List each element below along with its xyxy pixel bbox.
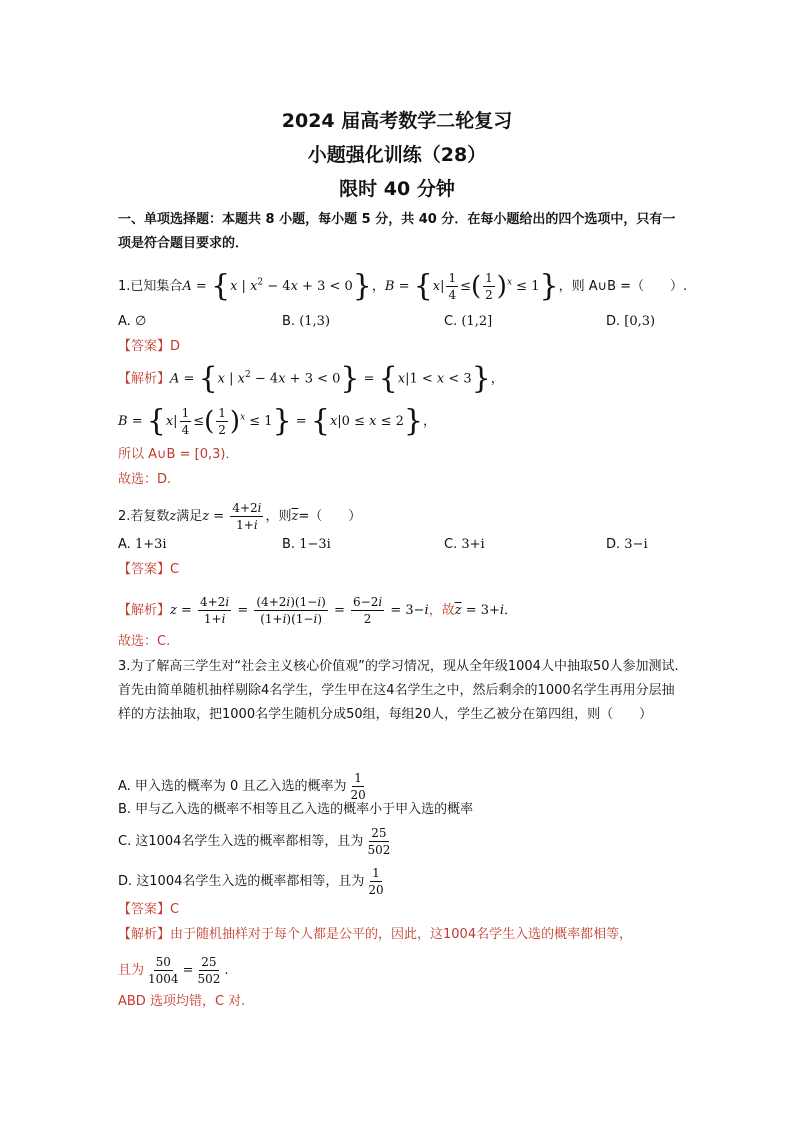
- page-subtitle: 小题强化训练（28）: [307, 144, 487, 166]
- q3-option-d: D. 这1004名学生入选的概率都相等，且为 $\frac{1}{20}$: [118, 866, 384, 897]
- q2-option-c: C. 3+i: [444, 537, 485, 552]
- q2-stem: 2.若复数z满足z = $\frac{4+2i}{1+i}$ ，则$\overline{z}=$（ ）: [118, 501, 362, 532]
- q1-stem-suffix: ，则 A∪B =（ ）.: [558, 279, 688, 294]
- q2-analysis: 【解析】z = $\frac{4+2i}{1+i}$ = $\frac{(4+2i)(1-i)}{(1+i)(1-i)}$ = $\frac{6-2i}{2}$ = 3−i，故$\overline{z} = 3+i$．: [118, 595, 518, 626]
- q1-analysis-line2: B = {x| $\frac{1}{4}$ ≤( $\frac{1}{2}$ )$^x$ ≤ 1} = {x|0 ≤ x ≤ 2}，: [118, 403, 436, 439]
- q2-conclusion: 故选：C.: [118, 634, 171, 649]
- q3-analysis-line2: 且为 $\frac{50}{1004}$ = $\frac{25}{502}$ .: [118, 955, 229, 986]
- q3-stem: 3.为了解高三学生对“社会主义核心价值观”的学习情况，现从全年级1004人中抽取50人参加测试.首先由简单随机抽样剔除4名学生，学生甲在这4名学生之中，然后剩余的1000名学生再用分层抽样的方法抽取，把1000名学生随机分成50组，每组20人，学生乙被分在第四组，则（ ）: [118, 659, 679, 722]
- q1-option-a: A. ∅: [118, 314, 147, 329]
- section-heading: 一、单项选择题：本题共 8 小题，每小题 5 分，共 40 分．在每小题给出的四个选项中，只有一项是符合题目要求的．: [118, 212, 676, 251]
- q3-option-c: C. 这1004名学生入选的概率都相等，且为 $\frac{25}{502}$: [118, 826, 391, 857]
- q1-option-c: C. (1,2]: [444, 314, 493, 329]
- q2-answer: 【答案】C: [118, 562, 180, 577]
- q1-analysis-line1: 【解析】A = {x | $x^2 - 4x + 3 < 0\} = \{x|1 < x < 3\}$，: [118, 360, 504, 396]
- q2-option-d: D. 3−i: [606, 537, 648, 552]
- q1-answer: 【答案】D: [118, 339, 181, 354]
- q3-option-b: B. 甲与乙入选的概率不相等且乙入选的概率小于甲入选的概率: [118, 802, 474, 817]
- q3-answer: 【答案】C: [118, 902, 180, 917]
- q1-stem-prefix: 1.已知集合: [118, 279, 183, 294]
- q3-analysis: 【解析】由于随机抽样对于每个人都是公平的，因此，这1004名学生入选的概率都相等，: [118, 927, 633, 942]
- q2-option-a: A. 1+3i: [118, 537, 167, 552]
- q2-option-b: B. 1−3i: [282, 537, 331, 552]
- q3-option-a: A. 甲入选的概率为 0 且乙入选的概率为 $\frac{1}{20}$: [118, 771, 366, 802]
- q1-conclusion: 故选：D.: [118, 472, 172, 487]
- q1-analysis-line3: 所以 A∪B = [0,3)．: [118, 447, 239, 462]
- q1-option-b: B. (1,3): [282, 314, 331, 329]
- q1-option-d: D. [0,3): [606, 314, 656, 329]
- q1-stem: 1.已知集合A = {x | $x^2 - 4x + 3 < 0$}，B = {x| $\frac{1}{4}$ ≤( $\frac{1}{2}$ )$^x$ ≤ 1}，则 A∪B =（ ）.: [118, 268, 688, 304]
- page-time-limit: 限时 40 分钟: [339, 178, 455, 200]
- page-title: 2024 届高考数学二轮复习: [281, 110, 513, 132]
- title-block: [0, 104, 794, 206]
- q3-conclusion: ABD 选项均错，C 对.: [118, 994, 246, 1009]
